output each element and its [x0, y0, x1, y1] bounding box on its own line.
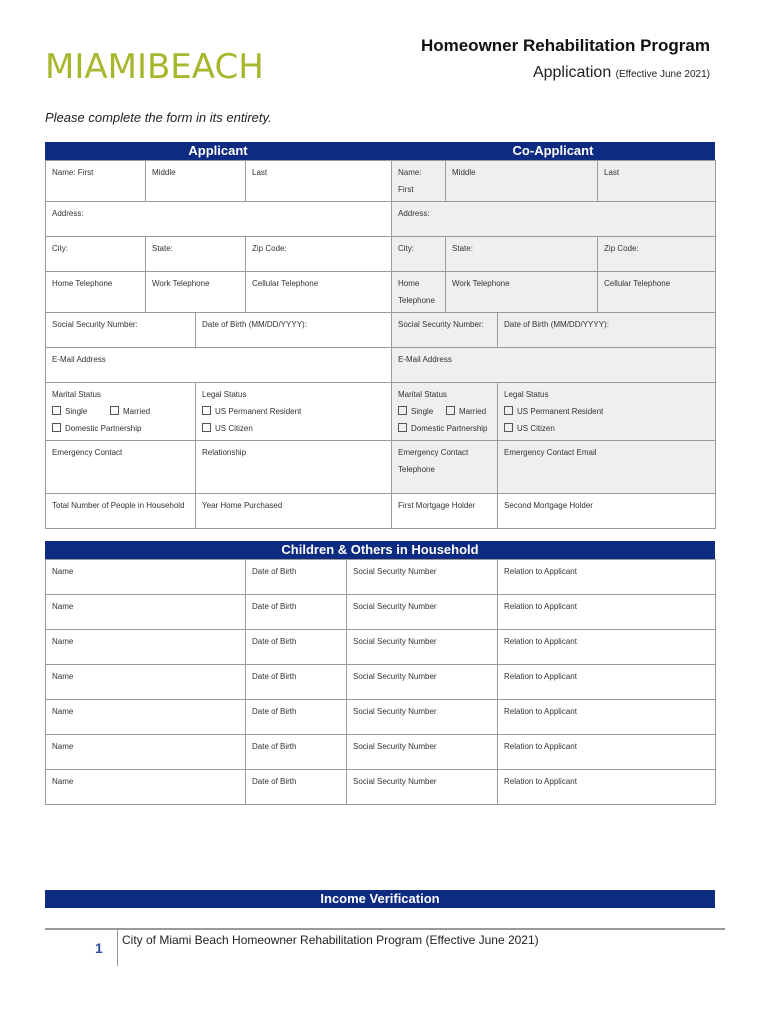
applicant-first-name-field[interactable]: Name: First	[46, 161, 146, 202]
table-row	[46, 700, 716, 735]
coapplicant-header: Co-Applicant	[391, 142, 715, 160]
child-ssn-field[interactable]: Social Security Number	[347, 700, 498, 735]
coapplicant-ssn-field[interactable]: Social Security Number:	[392, 313, 498, 348]
domestic-partnership-checkbox[interactable]	[52, 423, 61, 432]
applicant-marital-status: Marital Status Single Married Domestic Partnership	[46, 383, 196, 441]
table-row	[46, 735, 716, 770]
applicant-address-field[interactable]: Address:	[46, 202, 392, 237]
coapplicant-legal-status: Legal Status US Permanent Resident US Citizen	[498, 383, 716, 441]
coapplicant-home-telephone-field[interactable]: Home Telephone	[392, 272, 446, 313]
applicant-middle-name-field[interactable]: Middle	[146, 161, 246, 202]
table-row	[46, 560, 716, 595]
child-relation-field[interactable]: Relation to Applicant	[498, 630, 716, 665]
coapplicant-emergency-telephone-field[interactable]: Emergency Contact Telephone	[392, 441, 498, 494]
single-checkbox[interactable]	[52, 406, 61, 415]
children-table	[45, 559, 716, 805]
child-relation-field[interactable]: Relation to Applicant	[498, 735, 716, 770]
married-checkbox[interactable]	[110, 406, 119, 415]
footer-text: City of Miami Beach Homeowner Rehabilitation Program (Effective June 2021)	[122, 933, 539, 947]
child-ssn-field[interactable]: Social Security Number	[347, 630, 498, 665]
logo-beach-text: BEACH	[146, 47, 264, 87]
applicant-header: Applicant	[45, 142, 391, 160]
first-mortgage-holder-field[interactable]: First Mortgage Holder	[392, 494, 498, 529]
child-relation-field[interactable]: Relation to Applicant	[498, 595, 716, 630]
applicant-email-field[interactable]: E-Mail Address	[46, 348, 392, 383]
application-label: Application	[532, 64, 612, 81]
logo-miami-text: MIAMI	[45, 47, 147, 87]
coapplicant-address-field[interactable]: Address:	[392, 202, 716, 237]
coapplicant-marital-status: Marital Status Single Married Domestic Partnership	[392, 383, 498, 441]
permanent-resident-checkbox[interactable]	[202, 406, 211, 415]
child-relation-field[interactable]: Relation to Applicant	[498, 665, 716, 700]
year-home-purchased-field[interactable]: Year Home Purchased	[196, 494, 392, 529]
child-dob-field[interactable]: Date of Birth	[246, 665, 347, 700]
child-dob-field[interactable]: Date of Birth	[246, 630, 347, 665]
coapplicant-middle-name-field[interactable]: Middle	[446, 161, 598, 202]
child-ssn-field[interactable]: Social Security Number	[347, 770, 498, 805]
child-name-field[interactable]: Name	[46, 665, 246, 700]
applicant-ssn-field[interactable]: Social Security Number:	[46, 313, 196, 348]
coapplicant-dob-field[interactable]: Date of Birth (MM/DD/YYYY):	[498, 313, 716, 348]
applicant-cell-telephone-field[interactable]: Cellular Telephone	[246, 272, 392, 313]
application-subtitle	[533, 64, 710, 82]
applicant-city-field[interactable]: City:	[46, 237, 146, 272]
footer-divider	[45, 928, 725, 930]
co-permanent-resident-checkbox[interactable]	[504, 406, 513, 415]
us-citizen-checkbox[interactable]	[202, 423, 211, 432]
table-row	[46, 595, 716, 630]
coapplicant-state-field[interactable]: State:	[446, 237, 598, 272]
effective-date: (Effective June 2021)	[615, 69, 710, 80]
child-dob-field[interactable]: Date of Birth	[246, 560, 347, 595]
child-name-field[interactable]: Name	[46, 630, 246, 665]
household-total-field[interactable]: Total Number of People in Household	[46, 494, 196, 529]
child-dob-field[interactable]: Date of Birth	[246, 770, 347, 805]
miami-beach-logo	[45, 47, 264, 87]
applicant-state-field[interactable]: State:	[146, 237, 246, 272]
children-section-header: Children & Others in Household	[45, 541, 715, 559]
coapplicant-city-field[interactable]: City:	[392, 237, 446, 272]
child-name-field[interactable]: Name	[46, 735, 246, 770]
income-verification-header: Income Verification	[45, 890, 715, 908]
applicant-last-name-field[interactable]: Last	[246, 161, 392, 202]
program-title: Homeowner Rehabilitation Program	[420, 36, 710, 55]
applicant-relationship-field[interactable]: Relationship	[196, 441, 392, 494]
child-name-field[interactable]: Name	[46, 700, 246, 735]
applicant-zip-field[interactable]: Zip Code:	[246, 237, 392, 272]
child-dob-field[interactable]: Date of Birth	[246, 595, 347, 630]
applicant-work-telephone-field[interactable]: Work Telephone	[146, 272, 246, 313]
coapplicant-zip-field[interactable]: Zip Code:	[598, 237, 716, 272]
applicant-dob-field[interactable]: Date of Birth (MM/DD/YYYY):	[196, 313, 392, 348]
page-number: 1	[95, 940, 103, 956]
co-us-citizen-checkbox[interactable]	[504, 423, 513, 432]
co-married-checkbox[interactable]	[446, 406, 455, 415]
applicant-emergency-contact-field[interactable]: Emergency Contact	[46, 441, 196, 494]
child-relation-field[interactable]: Relation to Applicant	[498, 560, 716, 595]
child-ssn-field[interactable]: Social Security Number	[347, 560, 498, 595]
applicant-form-table	[45, 160, 716, 529]
child-relation-field[interactable]: Relation to Applicant	[498, 770, 716, 805]
coapplicant-first-name-field[interactable]: Name: First	[392, 161, 446, 202]
child-dob-field[interactable]: Date of Birth	[246, 735, 347, 770]
co-domestic-partnership-checkbox[interactable]	[398, 423, 407, 432]
coapplicant-cell-telephone-field[interactable]: Cellular Telephone	[598, 272, 716, 313]
child-name-field[interactable]: Name	[46, 560, 246, 595]
table-row	[46, 770, 716, 805]
coapplicant-email-field[interactable]: E-Mail Address	[392, 348, 716, 383]
applicant-home-telephone-field[interactable]: Home Telephone	[46, 272, 146, 313]
footer-vertical-divider	[117, 928, 118, 966]
coapplicant-last-name-field[interactable]: Last	[598, 161, 716, 202]
applicant-legal-status: Legal Status US Permanent Resident US Citizen	[196, 383, 392, 441]
child-ssn-field[interactable]: Social Security Number	[347, 595, 498, 630]
table-row	[46, 665, 716, 700]
coapplicant-work-telephone-field[interactable]: Work Telephone	[446, 272, 598, 313]
child-ssn-field[interactable]: Social Security Number	[347, 665, 498, 700]
form-instruction: Please complete the form in its entirety.	[45, 110, 272, 125]
table-row	[46, 630, 716, 665]
second-mortgage-holder-field[interactable]: Second Mortgage Holder	[498, 494, 716, 529]
co-single-checkbox[interactable]	[398, 406, 407, 415]
child-ssn-field[interactable]: Social Security Number	[347, 735, 498, 770]
child-dob-field[interactable]: Date of Birth	[246, 700, 347, 735]
coapplicant-emergency-email-field[interactable]: Emergency Contact Email	[498, 441, 716, 494]
child-name-field[interactable]: Name	[46, 595, 246, 630]
child-name-field[interactable]: Name	[46, 770, 246, 805]
child-relation-field[interactable]: Relation to Applicant	[498, 700, 716, 735]
